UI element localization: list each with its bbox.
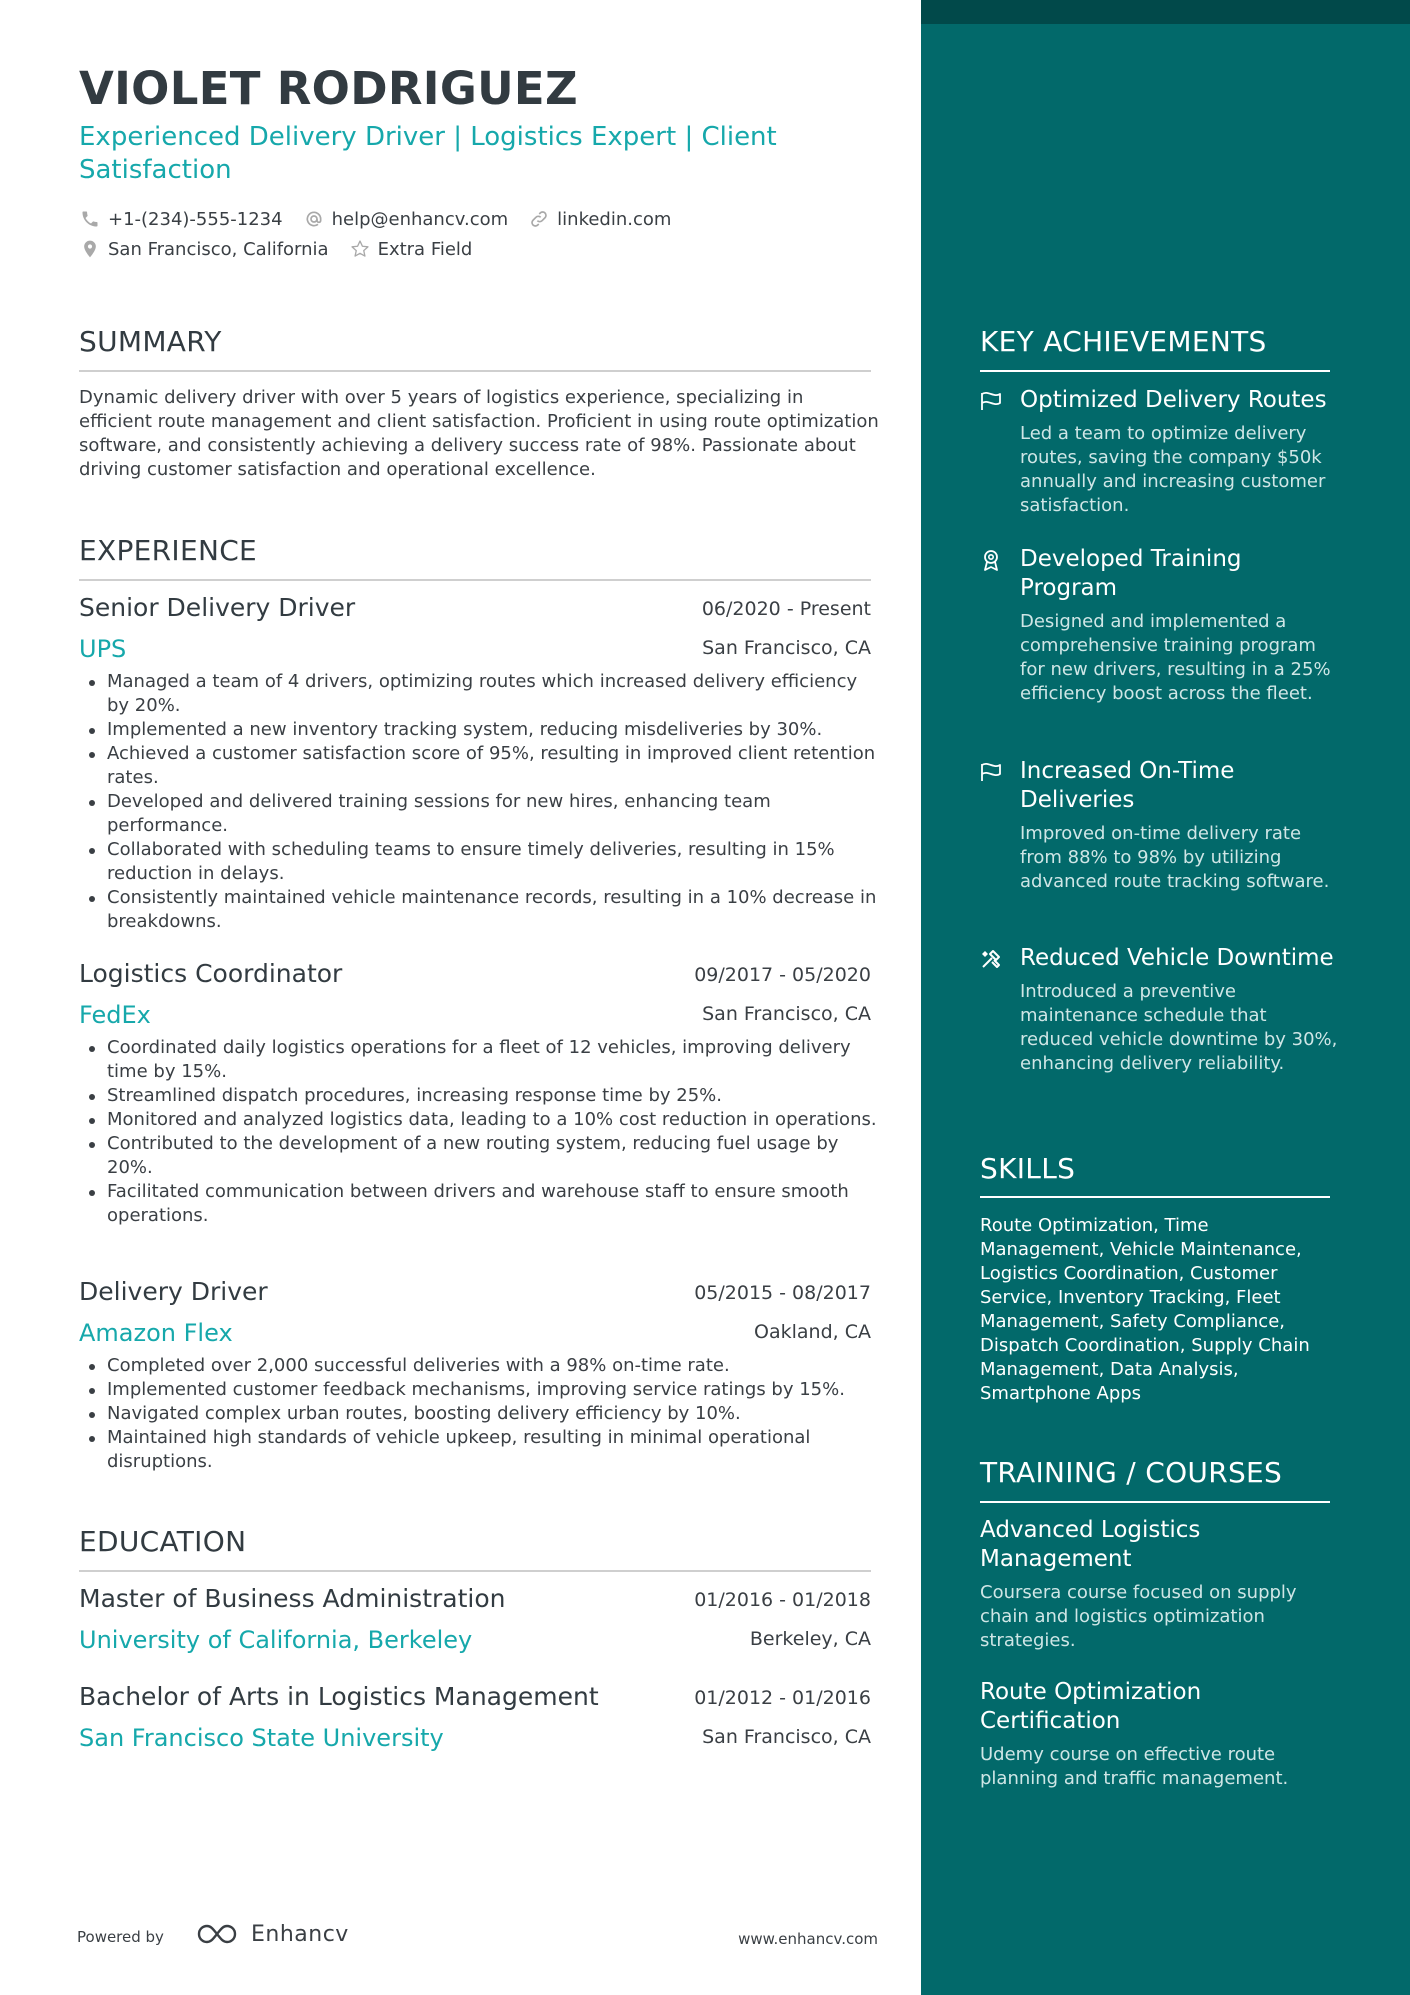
flag-icon	[979, 389, 1005, 415]
link-icon	[528, 208, 550, 230]
headline: Experienced Delivery Driver | Logistics Expert | Client Satisfaction	[79, 122, 777, 185]
job-company: FedEx	[79, 1001, 151, 1029]
course-desc: Coursera course focused on supply chain and logistics optimization strategies.	[980, 1582, 1297, 1651]
footer	[77, 1917, 877, 1957]
achievement-desc: Introduced a preventive maintenance schedule that reduced vehicle downtime by 30%, enhancing delivery reliability.	[1020, 981, 1338, 1074]
list-item: Maintained high standards of vehicle upkeep, resulting in minimal operational disruptions.	[79, 1426, 879, 1474]
education-divider	[79, 1570, 871, 1572]
list-item: Developed and delivered training sessions for new hires, enhancing team performance.	[79, 790, 879, 838]
course-title: Advanced Logistics Management	[980, 1517, 1201, 1572]
list-item: Streamlined dispatch procedures, increasing response time by 25%.	[79, 1084, 879, 1108]
key-achievements-divider	[980, 370, 1330, 372]
powered-by-text: Powered by	[77, 1928, 164, 1946]
education-dates: 01/2016 - 01/2018	[694, 1589, 871, 1611]
job-bullets	[79, 1036, 879, 1228]
award-icon	[979, 548, 1005, 574]
list-item: Facilitated communication between drivers and warehouse staff to ensure smooth operations.	[79, 1180, 879, 1228]
linkedin-text: linkedin.com	[557, 208, 672, 230]
job-company: UPS	[79, 635, 127, 663]
job-role: Delivery Driver	[79, 1277, 268, 1306]
training-title: TRAINING / COURSES	[980, 1456, 1283, 1489]
list-item: Contributed to the development of a new routing system, reducing fuel usage by 20%.	[79, 1132, 879, 1180]
job-role: Senior Delivery Driver	[79, 593, 356, 622]
school: San Francisco State University	[79, 1724, 444, 1752]
list-item: Navigated complex urban routes, boosting delivery efficiency by 10%.	[79, 1402, 879, 1426]
job-dates: 06/2020 - Present	[701, 598, 871, 620]
degree: Master of Business Administration	[79, 1584, 506, 1613]
achievement-desc: Improved on-time delivery rate from 88% to 98% by utilizing advanced route tracking software.	[1020, 823, 1330, 892]
degree: Bachelor of Arts in Logistics Management	[79, 1682, 599, 1711]
job-role: Logistics Coordinator	[79, 959, 343, 988]
brand-name: Enhancv	[251, 1921, 349, 1947]
list-item: Implemented customer feedback mechanisms, improving service ratings by 15%.	[79, 1378, 879, 1402]
candidate-name: VIOLET RODRIGUEZ	[79, 62, 578, 115]
achievement-title: Optimized Delivery Routes	[1020, 387, 1327, 413]
extra-field-text: Extra Field	[377, 238, 473, 260]
sidebar-top-bar	[921, 0, 1410, 24]
job-dates: 05/2015 - 08/2017	[694, 1282, 871, 1304]
email-text: help@enhancv.com	[331, 208, 509, 230]
list-item: Monitored and analyzed logistics data, leading to a 10% cost reduction in operations.	[79, 1108, 879, 1132]
location-item	[79, 238, 329, 260]
linkedin-item[interactable]	[528, 208, 671, 230]
job-company: Amazon Flex	[79, 1319, 233, 1347]
achievement-title: Increased On-Time Deliveries	[1020, 758, 1235, 813]
job-dates: 09/2017 - 05/2020	[694, 964, 871, 986]
job-location: San Francisco, CA	[702, 1003, 871, 1025]
achievement-desc: Led a team to optimize delivery routes, saving the company $50k annually and increasing customer satisfaction.	[1020, 423, 1326, 516]
achievement-title: Developed Training Program	[1020, 546, 1242, 601]
education-dates: 01/2012 - 01/2016	[694, 1687, 871, 1709]
training-divider	[980, 1501, 1330, 1503]
job-bullets	[79, 670, 879, 934]
flag-icon	[979, 760, 1005, 786]
summary-text: Dynamic delivery driver with over 5 years of logistics experience, specializing in efficient route management and client satisfaction. Proficient in using route optimization software, and consistently achieving a delivery success rate of 98%. Passionate about driving customer satisfaction and operational excellence.	[79, 387, 879, 480]
skills-divider	[980, 1196, 1330, 1198]
location-pin-icon	[79, 238, 101, 260]
summary-divider	[79, 370, 871, 372]
phone-text: +1-(234)-555-1234	[108, 208, 283, 230]
education-location: San Francisco, CA	[702, 1726, 871, 1748]
skills-title: SKILLS	[980, 1152, 1076, 1185]
key-achievements-title: KEY ACHIEVEMENTS	[980, 325, 1267, 358]
list-item: Managed a team of 4 drivers, optimizing routes which increased delivery efficiency by 20%.	[79, 670, 879, 718]
achievement-title: Reduced Vehicle Downtime	[1020, 945, 1334, 971]
job-location: Oakland, CA	[754, 1321, 871, 1343]
tools-icon	[979, 947, 1005, 973]
education-title: EDUCATION	[79, 1525, 247, 1558]
list-item: Collaborated with scheduling teams to ensure timely deliveries, resulting in 15% reduction in delays.	[79, 838, 879, 886]
list-item: Implemented a new inventory tracking system, reducing misdeliveries by 30%.	[79, 718, 879, 742]
star-icon	[349, 238, 371, 260]
school: University of California, Berkeley	[79, 1626, 473, 1654]
skills-list: Route Optimization, Time Management, Vehicle Maintenance, Logistics Coordination, Customer Service, Inventory Tracking, Fleet Management, Safety Compliance, Dispatch Coordination, Supply Chain Management, Data Analysis, Smartphone Apps	[980, 1215, 1310, 1404]
enhancv-logo[interactable]	[195, 1919, 349, 1949]
location-text: San Francisco, California	[108, 238, 329, 260]
website-link[interactable]: www.enhancv.com	[738, 1930, 878, 1948]
job-location: San Francisco, CA	[702, 637, 871, 659]
at-icon	[303, 208, 325, 230]
summary-title: SUMMARY	[79, 325, 222, 358]
list-item: Coordinated daily logistics operations for a fleet of 12 vehicles, improving delivery time by 15%.	[79, 1036, 879, 1084]
phone-icon	[79, 208, 101, 230]
achievement-desc: Designed and implemented a comprehensive training program for new drivers, resulting in a 25% efficiency boost across the fleet.	[1020, 611, 1331, 704]
list-item: Consistently maintained vehicle maintenance records, resulting in a 10% decrease in breakdowns.	[79, 886, 879, 934]
email-item[interactable]	[303, 208, 509, 230]
experience-title: EXPERIENCE	[79, 534, 258, 567]
list-item: Achieved a customer satisfaction score of 95%, resulting in improved client retention rates.	[79, 742, 879, 790]
experience-divider	[79, 579, 871, 581]
enhancv-logo-icon	[195, 1919, 243, 1949]
list-item: Completed over 2,000 successful deliveries with a 98% on-time rate.	[79, 1354, 879, 1378]
course-desc: Udemy course on effective route planning and traffic management.	[980, 1744, 1289, 1789]
education-location: Berkeley, CA	[749, 1628, 871, 1650]
course-title: Route Optimization Certification	[980, 1679, 1202, 1734]
extra-field-item	[349, 238, 473, 260]
phone-item[interactable]	[79, 208, 283, 230]
contact-info	[79, 204, 879, 264]
job-bullets	[79, 1354, 879, 1474]
